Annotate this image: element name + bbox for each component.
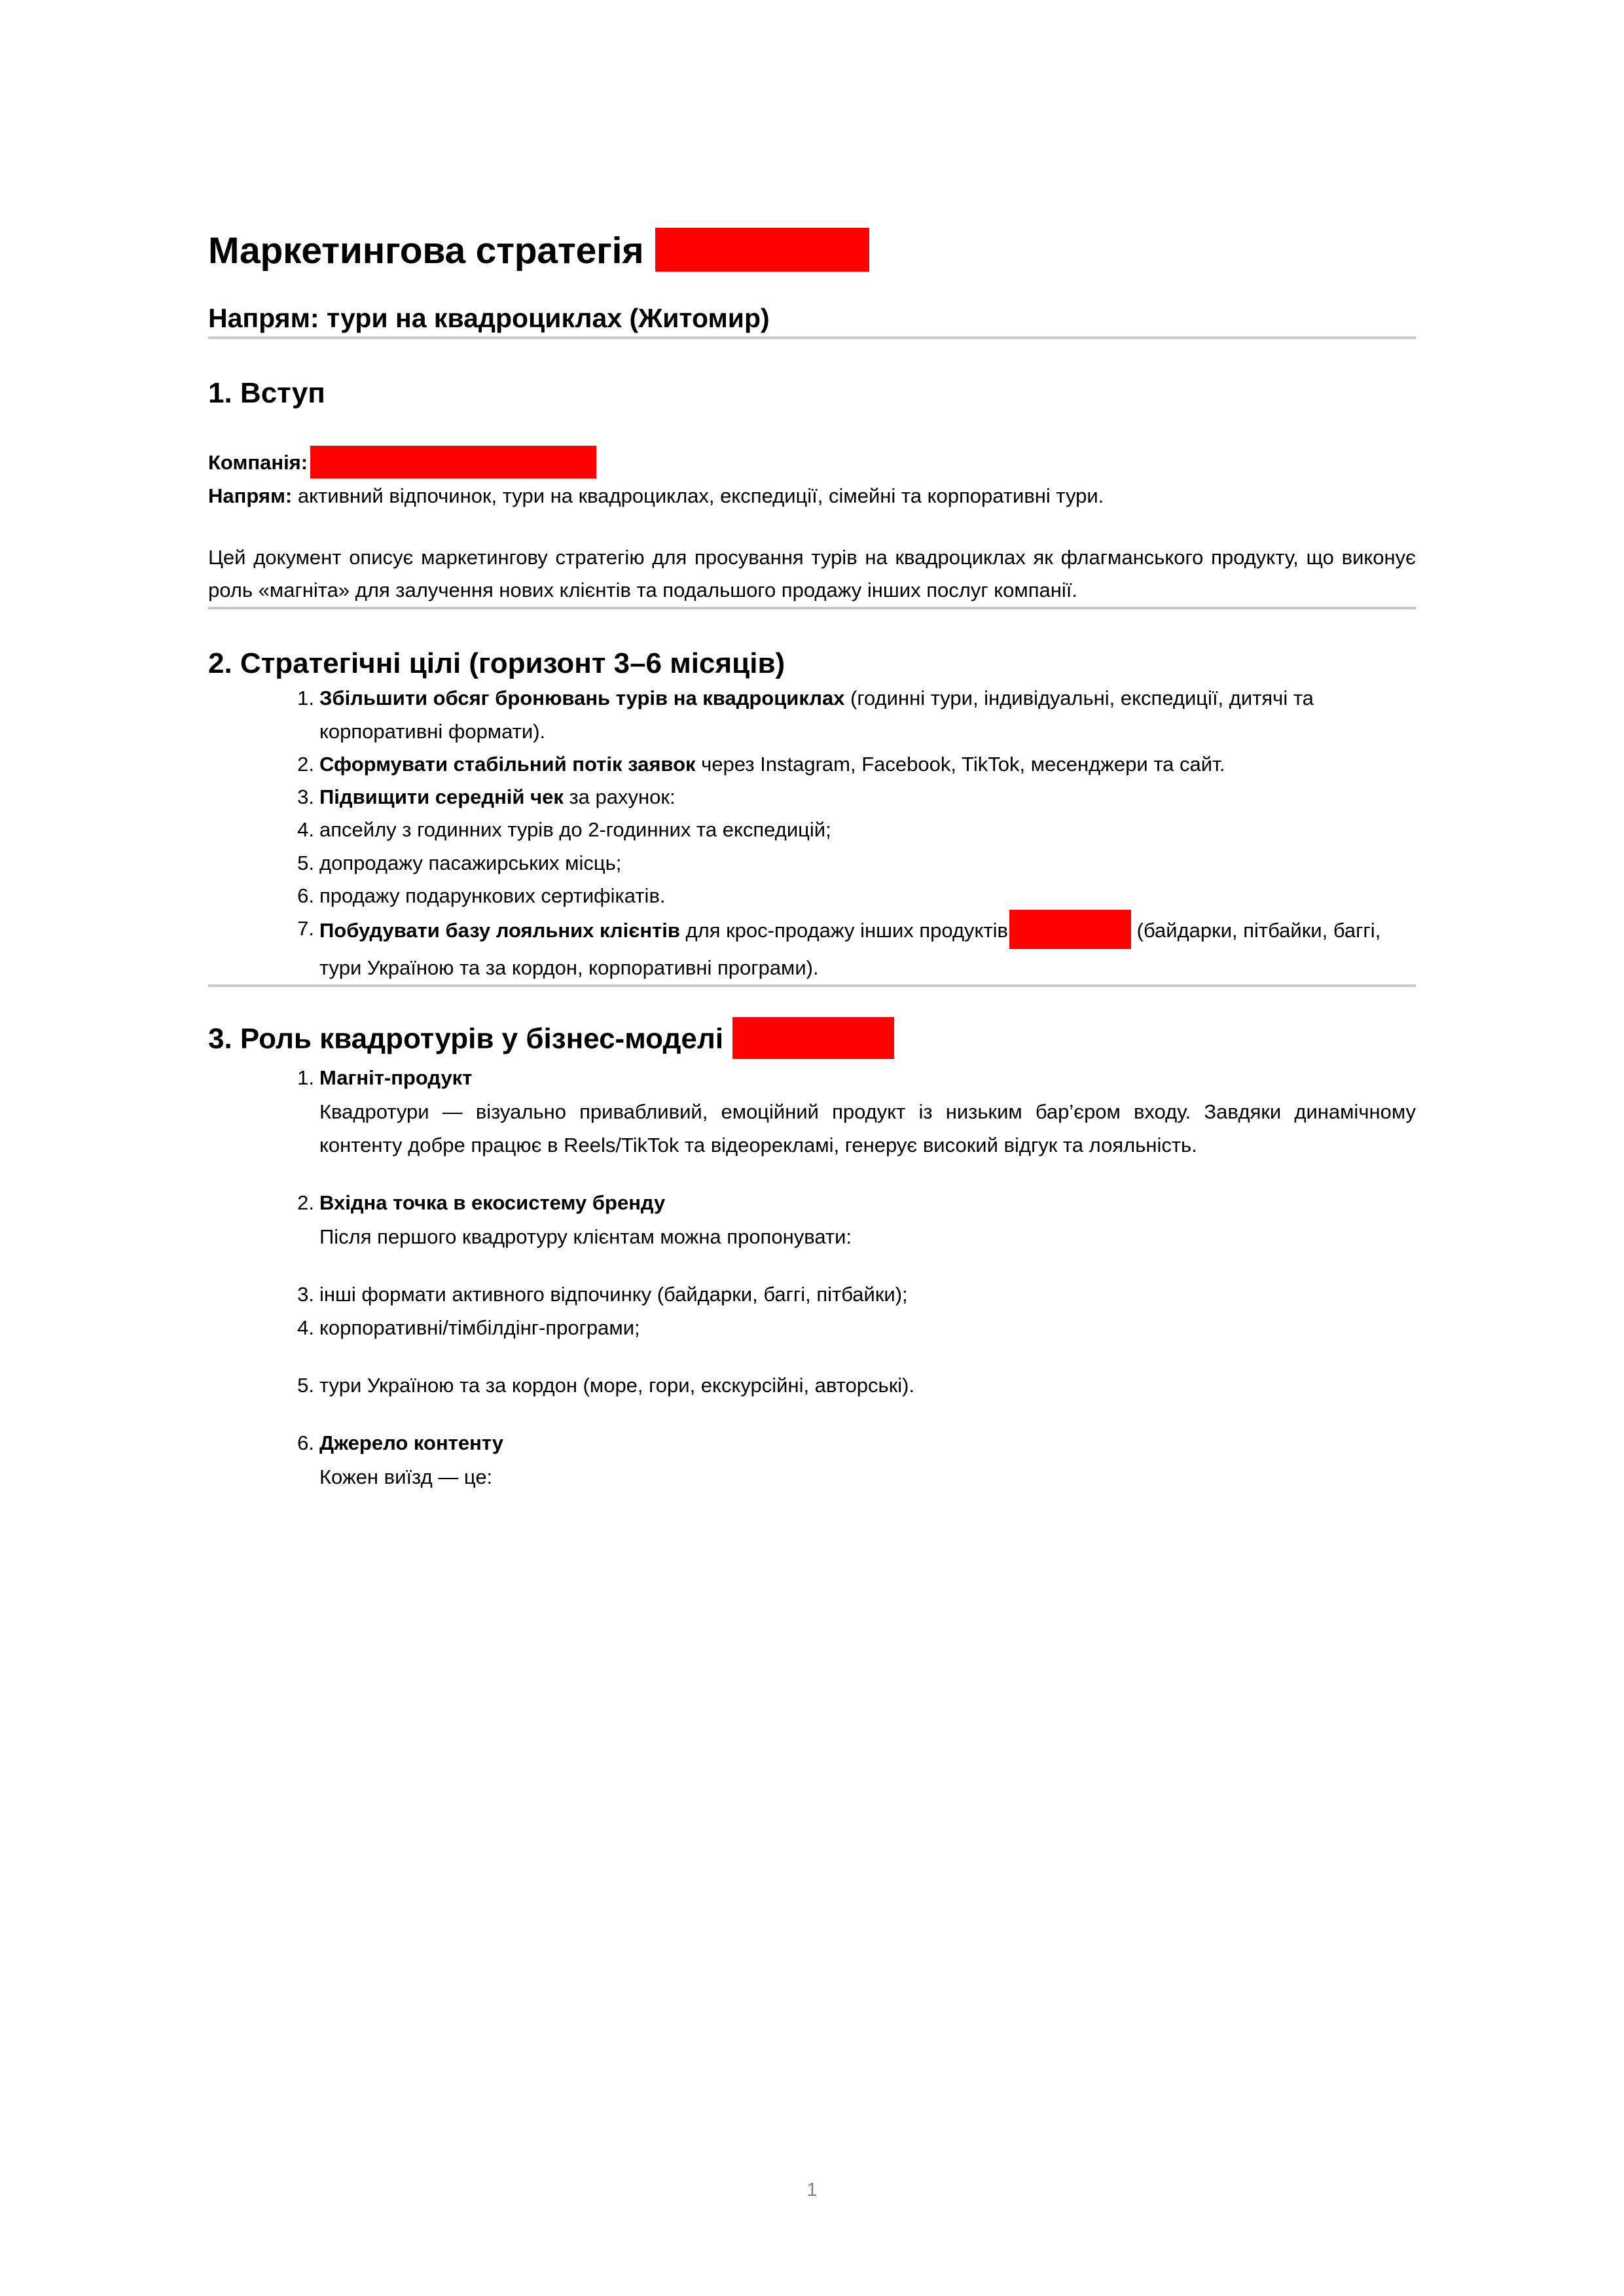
list-item-text: продажу подарункових сертифікатів. [319, 884, 666, 907]
list-item-text: тури Україною та за кордон (море, гори, екскурсійні, авторські). [319, 1373, 915, 1397]
heading-section-3-text: 3. Роль квадротурів у бізнес-моделі [208, 1022, 724, 1055]
list-item-bold: Сформувати стабільний потік заявок [319, 752, 696, 776]
company-line [208, 412, 1416, 480]
list-item-subtext: Після першого квадротуру клієнтам можна пропонувати: [319, 1225, 852, 1249]
page-title-text: Маркетингова стратегія [208, 230, 644, 272]
list-marker: 3. [297, 1283, 314, 1306]
list-marker: 1. [297, 687, 314, 710]
redaction-bar-goal [1009, 910, 1131, 949]
list-item [287, 880, 1416, 912]
direction-label: Напрям: [208, 484, 293, 507]
page-content [208, 0, 1416, 1494]
direction-line [208, 480, 1416, 511]
list-item [287, 1278, 1416, 1311]
quad-tours-role-list [208, 1062, 1416, 1494]
company-label: Компанія: [208, 450, 308, 474]
list-item-tail: (байдарки, пітбайки, баггі, тури Україною та за кордон, корпоративні програми). [319, 919, 1381, 979]
strategic-goals-list [208, 682, 1416, 984]
list-item-bold: Вхідна точка в екосистему бренду [319, 1191, 666, 1214]
list-item-text: через Instagram, Facebook, TikTok, месенджери та сайт. [695, 752, 1225, 776]
list-marker: 3. [297, 785, 314, 809]
list-item-text: допродажу пасажирських місць; [319, 851, 622, 874]
redaction-bar-company [310, 446, 596, 478]
list-marker: 6. [297, 884, 314, 907]
list-item-bold: Побудувати базу лояльних клієнтів [319, 919, 680, 942]
page-number: 1 [806, 2179, 818, 2200]
list-marker: 6. [297, 1431, 314, 1454]
list-item-subtext: Кожен виїзд — це: [319, 1465, 493, 1489]
list-item [287, 912, 1416, 984]
list-marker: 5. [297, 1373, 314, 1397]
redaction-bar-title [655, 228, 869, 272]
redaction-bar-section-3 [732, 1017, 894, 1059]
list-item-text: апсейлу з годинних турів до 2-годинних та експедицій; [319, 818, 831, 842]
list-item [287, 1062, 1416, 1162]
list-marker: 2. [297, 752, 314, 776]
list-item-bold: Збільшити обсяг бронювань турів на квадроциклах [319, 687, 845, 710]
list-item-text: (годинні тури, індивідуальні, експедиції, дитячі та корпоративні формати). [319, 687, 1314, 743]
list-item-text: корпоративні/тімбілдінг-програми; [319, 1316, 640, 1339]
list-item-text: для крос-продажу інших продуктів [679, 919, 1009, 942]
list-item-bold: Магніт-продукт [319, 1066, 473, 1090]
list-item [287, 1312, 1416, 1344]
list-item [287, 748, 1416, 781]
list-item [287, 1187, 1416, 1253]
list-item [287, 1369, 1416, 1402]
intro-paragraph: Цей документ описує маркетингову стратегію для просування турів на квадроциклах як флагманського продукту, що виконує роль «магніта» для залучення нових клієнтів та подальшого продажу інших послуг компанії. [208, 545, 1416, 602]
list-item [287, 682, 1416, 747]
list-marker: 7. [297, 917, 314, 940]
list-marker: 5. [297, 851, 314, 874]
list-item-bold: Джерело контенту [319, 1431, 504, 1454]
heading-section-3 [208, 987, 1416, 1062]
page-title [208, 0, 1416, 275]
list-item-text: інші формати активного відпочинку (байдарки, баггі, пітбайки); [319, 1283, 908, 1306]
list-item [287, 814, 1416, 846]
list-marker: 1. [297, 1066, 314, 1090]
list-marker: 4. [297, 1316, 314, 1339]
document-subtitle: Напрям: тури на квадроциклах (Житомир) [208, 303, 770, 334]
list-item [287, 1427, 1416, 1494]
list-item-subtext: Квадротури — візуально привабливий, емоційний продукт із низьким бар’єром входу. Завдяки динамічному контенту добре працює в Reels/TikTok та відеорекламі, генерує високий відгук та лояльність. [319, 1100, 1416, 1157]
direction-value: активний відпочинок, тури на квадроциклах, експедиції, сімейні та корпоративні тури. [292, 484, 1104, 507]
list-item-bold: Підвищити середній чек [319, 785, 564, 809]
list-marker: 4. [297, 818, 314, 842]
list-marker: 2. [297, 1191, 314, 1214]
list-item-text: за рахунок: [563, 785, 676, 809]
list-item [287, 781, 1416, 814]
list-item [287, 847, 1416, 880]
heading-section-2: 2. Стратегічні цілі (горизонт 3–6 місяців) [208, 647, 785, 680]
heading-section-1: 1. Вступ [208, 376, 325, 409]
